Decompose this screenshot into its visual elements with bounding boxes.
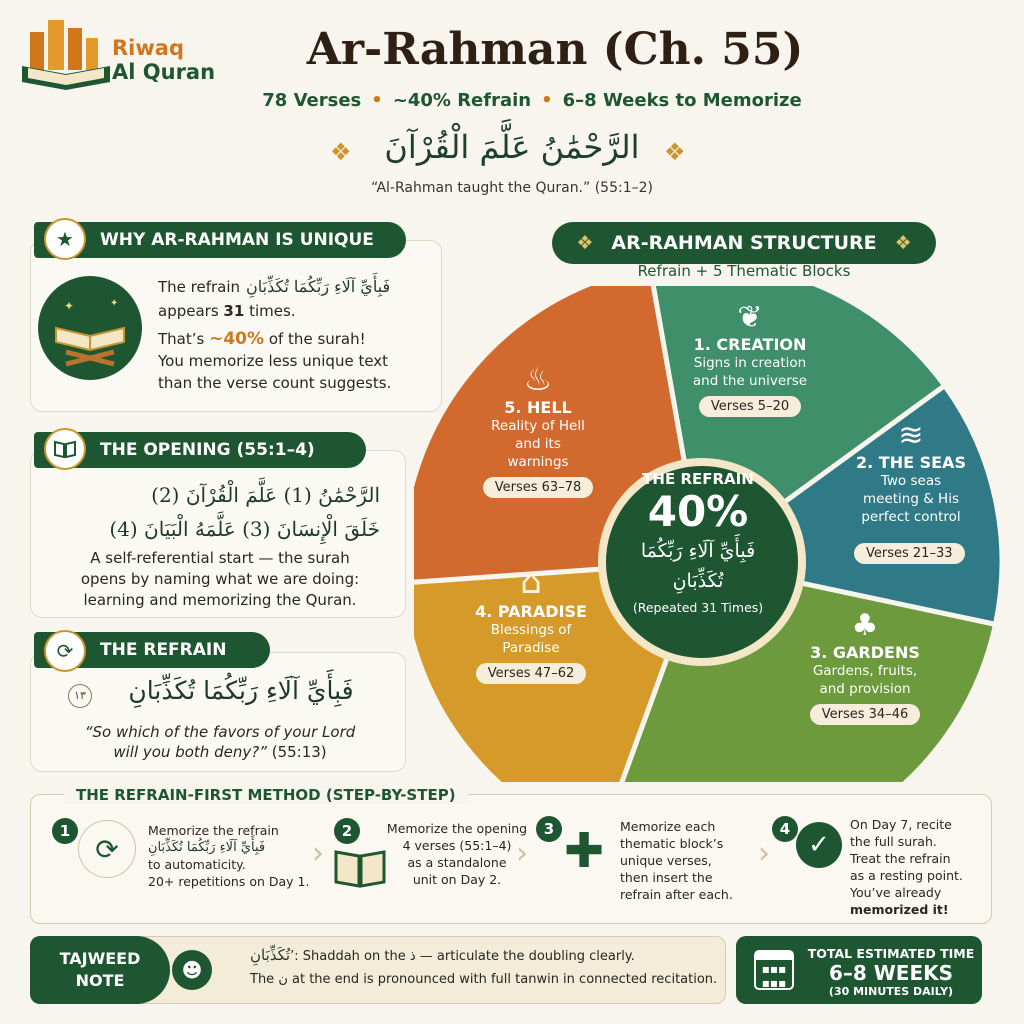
step-line: memorized it! <box>850 902 949 917</box>
block-paradise <box>446 562 616 684</box>
tajweed-line1 <box>250 946 635 964</box>
unique-line5: than the verse count suggests. <box>158 374 392 392</box>
quran-book-icon <box>38 276 142 380</box>
structure-title: AR-RAHMAN STRUCTURE <box>611 232 877 254</box>
refrain-trans2: will you both deny?” <box>113 743 267 761</box>
block-desc: meeting & His <box>863 491 959 507</box>
verse-number-mark: ١٣ <box>68 684 92 708</box>
unique-count: 31 <box>223 302 245 320</box>
block-verses: Verses 21–33 <box>854 543 965 564</box>
step-line: unit on Day 2. <box>412 872 502 887</box>
tajweed-label-line2: NOTE <box>75 971 125 990</box>
center-percent: 40% <box>647 487 749 536</box>
block-creation <box>660 300 840 417</box>
brand-line1: Riwaq <box>112 36 184 60</box>
structure-banner <box>552 222 936 264</box>
unique-line3-post: of the surah! <box>268 330 366 348</box>
step-line: 20+ repetitions on Day 1. <box>148 874 310 889</box>
refrain-center <box>598 448 798 662</box>
tajweed-word: تُكَذِّبَانِ <box>250 946 291 964</box>
wave-icon: ≋ <box>898 418 924 453</box>
puzzle-icon: ✚ <box>564 823 605 879</box>
block-desc: warnings <box>507 454 569 470</box>
refrain-trans1: “So which of the favors of your Lord <box>84 723 356 741</box>
stat-weeks: 6–8 Weeks to Memorize <box>562 90 802 111</box>
center-arabic: فَبِأَيِّ آلَاءِ رَبِّكُمَا تُكَذِّبَانِ <box>640 540 756 592</box>
stats-line: 78 Verses • ~40% Refrain • 6–8 Weeks to Memorize <box>262 90 802 111</box>
block-desc: and provision <box>819 681 911 697</box>
step-2-text <box>382 820 532 888</box>
unique-percent: ~40% <box>209 329 265 349</box>
unique-text <box>158 276 438 394</box>
star-icon: ★ <box>44 218 86 260</box>
opening-banner: THE OPENING (55:1–4) <box>34 432 366 468</box>
unique-line2-pre: appears <box>158 302 219 320</box>
opening-arabic <box>40 478 380 546</box>
center-label: THE REFRAIN <box>642 470 754 488</box>
step-line: refrain after each. <box>620 887 733 902</box>
unique-line3-pre: That’s <box>158 330 205 348</box>
step-number: 1 <box>52 818 78 844</box>
step-line: to automaticity. <box>148 857 246 872</box>
opening-verse-translation: “Al-Rahman taught the Quran.” (55:1–2) <box>371 180 653 196</box>
tajweed-label <box>30 936 170 1004</box>
refrain-reference: (55:13) <box>271 743 327 761</box>
unique-line2-post: times. <box>249 302 296 320</box>
step-arabic: فَبِأَيِّ آلَاءِ رَبِّكُمَا تُكَذِّبَانِ <box>148 840 266 855</box>
dome-icon: ⌂ <box>520 562 542 602</box>
block-desc: and its <box>515 436 561 452</box>
tajweed-rule1: ’: Shaddah on the ذ — articulate the doubling clearly. <box>290 949 635 964</box>
chevron-right-icon: › <box>516 836 528 871</box>
brand-line2: Al Quran <box>112 60 216 84</box>
open-book-icon <box>332 846 388 890</box>
step-line: You’ve already <box>850 885 942 900</box>
step-line: On Day 7, recite <box>850 817 952 832</box>
total-value: 6–8 WEEKS <box>828 961 954 985</box>
opening-description <box>40 548 400 611</box>
palm-icon: ♣ <box>851 608 879 643</box>
block-desc: Reality of Hell <box>491 418 585 434</box>
block-title: 5. HELL <box>504 398 572 417</box>
stat-verses: 78 Verses <box>262 90 362 111</box>
block-desc: Signs in creation <box>693 355 807 371</box>
total-note: (30 MINUTES DAILY) <box>828 985 954 998</box>
ornament-icon: ❖ <box>894 232 912 254</box>
step-number: 3 <box>536 816 562 842</box>
method-title: THE REFRAIN-FIRST METHOD (STEP-BY-STEP) <box>64 786 468 804</box>
speaking-head-icon: ☻ <box>172 950 212 990</box>
block-seas <box>846 418 976 526</box>
structure-subtitle: Refrain + 5 Thematic Blocks <box>637 262 851 280</box>
flame-icon: ♨ <box>523 360 553 398</box>
block-desc: Paradise <box>502 640 560 656</box>
opening-desc2: opens by naming what we are doing: <box>80 570 360 588</box>
step-line: thematic block’s <box>620 836 724 851</box>
stat-refrain: ~40% Refrain <box>392 90 532 111</box>
block-title: 4. PARADISE <box>475 602 587 621</box>
total-time-panel <box>736 936 982 1004</box>
tajweed-label-line1: TAJWEED <box>59 949 141 968</box>
refrain-translation <box>40 722 400 762</box>
svg-text:✦: ✦ <box>64 299 75 313</box>
chevron-right-icon: › <box>312 836 324 871</box>
step-line: Treat the refrain <box>850 851 951 866</box>
block-verses: Verses 47–62 <box>476 663 587 684</box>
ornament-icon: ❖ <box>576 232 594 254</box>
step-number: 4 <box>772 816 798 842</box>
block-verses: Verses 34–46 <box>810 704 921 725</box>
block-title: 2. THE SEAS <box>856 453 966 472</box>
block-hell <box>458 360 618 498</box>
page-title: Ar-Rahman (Ch. 55) <box>306 24 804 75</box>
block-desc: Two seas <box>880 473 942 489</box>
step-line: Memorize the refrain <box>148 823 279 838</box>
block-title: 3. GARDENS <box>810 643 920 662</box>
step-4-text <box>850 816 970 918</box>
step-number: 2 <box>334 818 360 844</box>
block-title: 1. CREATION <box>693 335 807 354</box>
repeat-icon: ⟳ <box>44 630 86 672</box>
block-verses: Verses 5–20 <box>699 396 801 417</box>
block-verses: Verses 63–78 <box>483 477 594 498</box>
chevron-right-icon: › <box>758 836 770 871</box>
step-line: as a resting point. <box>850 868 963 883</box>
opening-verse-arabic: الرَّحْمَٰنُ عَلَّمَ الْقُرْآنَ <box>384 128 640 166</box>
ornament-icon: ❖ <box>664 138 686 166</box>
unique-refrain-arabic: فَبِأَيِّ آلَاءِ رَبِّكُمَا تُكَذِّبَانِ <box>246 277 391 296</box>
block-gardens <box>790 608 940 725</box>
step-line: Memorize the opening <box>386 821 528 836</box>
step-line: Memorize each <box>620 819 716 834</box>
repeat-icon: ⟳ <box>78 820 136 878</box>
total-label: TOTAL ESTIMATED TIME <box>807 946 975 961</box>
step-line: the full surah. <box>850 834 937 849</box>
opening-arabic-line1: الرَّحْمَٰنُ (1) عَلَّمَ الْقُرْآنَ (2) <box>151 483 380 507</box>
opening-arabic-line2: خَلَقَ الْإِنسَانَ (3) عَلَّمَهُ الْبَيَانَ (4) <box>109 517 380 541</box>
unique-line1-pre: The refrain <box>158 278 241 296</box>
tajweed-rule2: The ن at the end is pronounced with full tanwin in connected recitation. <box>250 972 718 987</box>
block-desc: Gardens, fruits, <box>812 663 918 679</box>
step-line: as a standalone <box>407 855 507 870</box>
leaf-icon: ❦ <box>737 300 763 335</box>
unique-banner: WHY AR-RAHMAN IS UNIQUE <box>34 222 406 258</box>
refrain-arabic: فَبِأَيِّ آلَاءِ رَبِّكُمَا تُكَذِّبَانِ <box>128 676 354 705</box>
block-desc: perfect control <box>861 509 961 525</box>
ornament-icon: ❖ <box>330 138 352 166</box>
unique-line4: You memorize less unique text <box>158 352 389 370</box>
open-book-icon <box>44 428 86 470</box>
step-line: unique verses, <box>620 853 712 868</box>
center-note: (Repeated 31 Times) <box>632 600 764 615</box>
refrain-banner: THE REFRAIN <box>34 632 270 668</box>
step-3-text <box>620 818 760 903</box>
block-desc: Blessings of <box>490 622 572 638</box>
calendar-icon: ▪▪▪ ▪▪▪ <box>754 950 794 990</box>
checkmark-icon: ✓ <box>796 822 842 868</box>
opening-desc3: learning and memorizing the Quran. <box>83 591 357 609</box>
svg-text:✦: ✦ <box>110 298 119 309</box>
opening-desc1: A self-referential start — the surah <box>90 549 350 567</box>
step-line: 4 verses (55:1–4) <box>402 838 512 853</box>
step-1-text <box>148 822 318 890</box>
block-desc: and the universe <box>692 373 808 389</box>
step-line: then insert the <box>620 870 713 885</box>
